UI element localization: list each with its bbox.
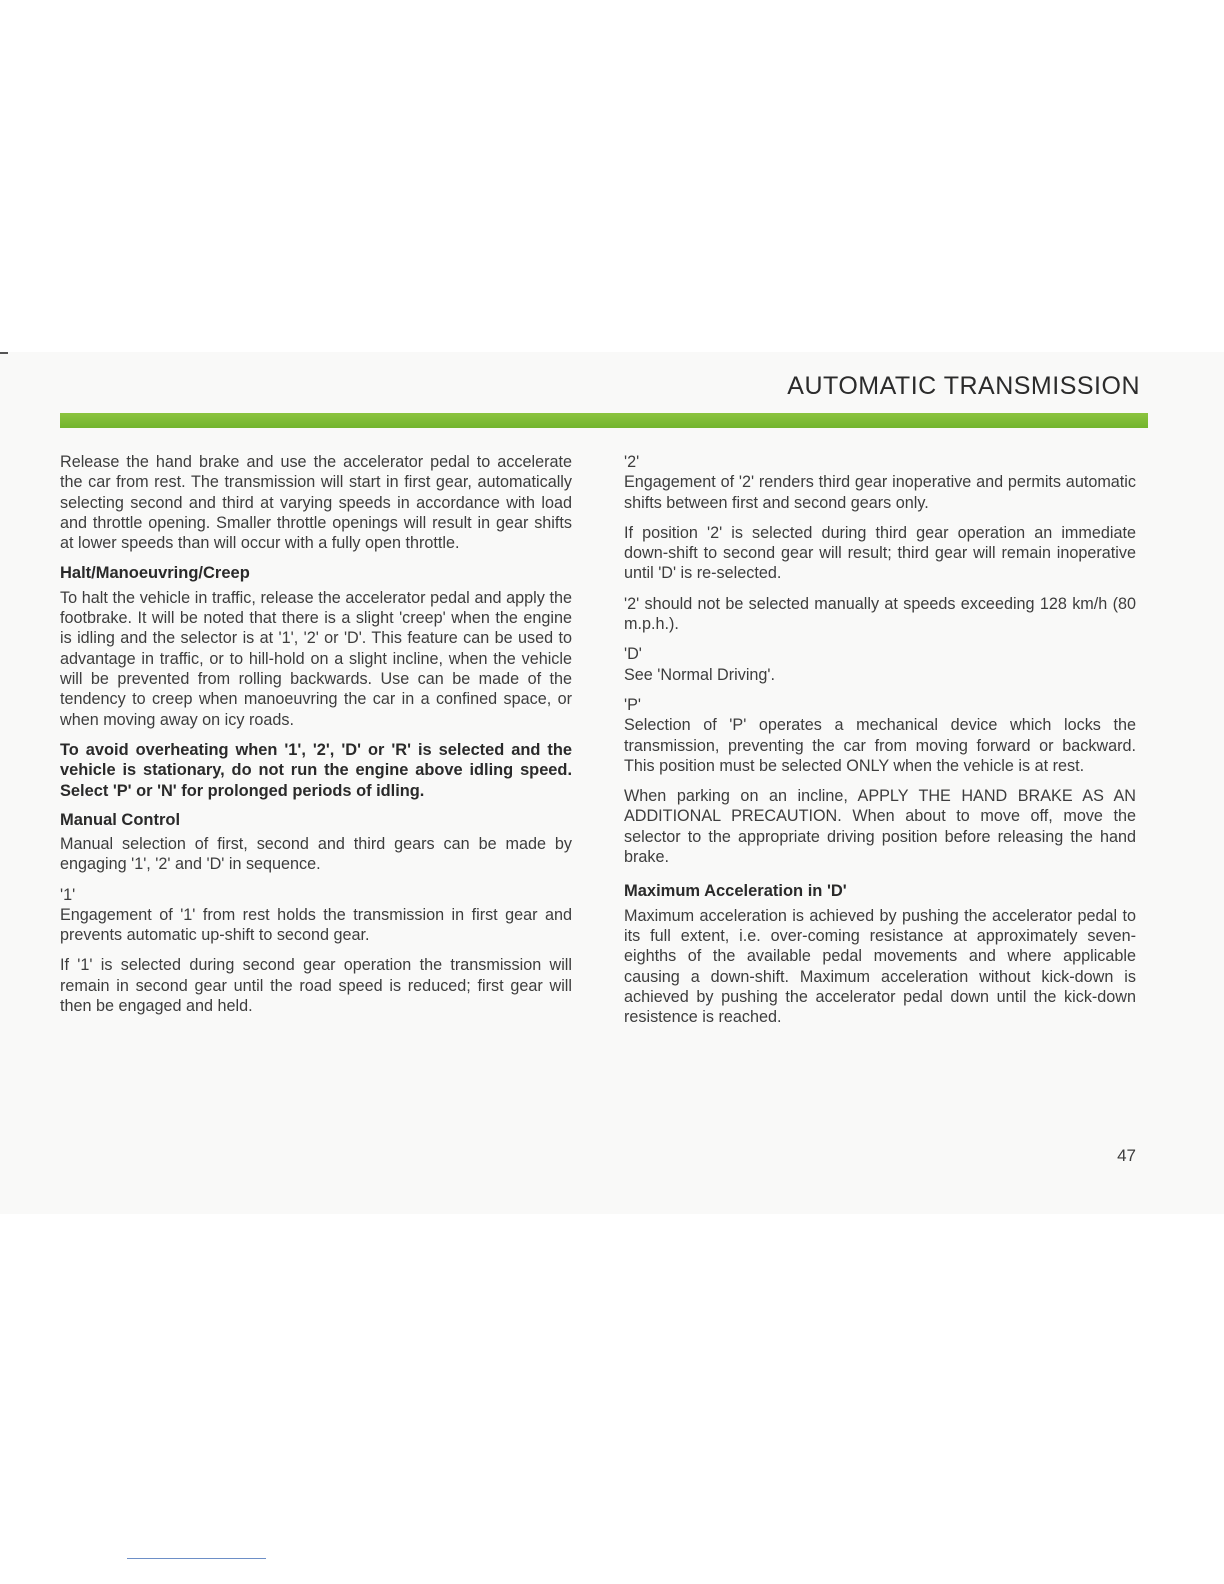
- overheating-warning: To avoid overheating when '1', '2', 'D' or 'R' is selected and the vehicle is stationary, do not run the engine above idling speed. Select 'P' or 'N' for prolonged periods of idling.: [60, 740, 572, 801]
- parking-incline-paragraph: When parking on an incline, APPLY THE HAND BRAKE AS AN ADDITIONAL PRECAUTION. When about to move off, move the selector to the appropriate driving position before releasing the hand brake.: [624, 787, 1136, 867]
- gear-d-paragraph: See 'Normal Driving'.: [624, 665, 776, 684]
- halt-paragraph: To halt the vehicle in traffic, release the accelerator pedal and apply the footbrake. It will be noted that there is a slight 'creep' when the engine is idling and the selector is at '1', '2' or 'D'. This feature can be used to advantage in traffic, or to hill-hold on a slight incline, when the vehicle will be prevented from rolling backwards. Use can be made of the tendency to creep when manoeuvring the car in a confined space, or when moving away on icy roads.: [60, 588, 572, 729]
- footer-rule: [127, 1558, 266, 1559]
- page-edge-mark: [0, 352, 8, 354]
- manual-control-heading: Manual Control: [60, 810, 181, 829]
- gear-p-paragraph: Selection of 'P' operates a mechanical device which locks the transmission, preventing the car from moving forward or backward. This position must be selected ONLY when the vehicle is at rest.: [624, 716, 1136, 775]
- gear-1-paragraph: Engagement of '1' from rest holds the transmission in first gear and prevents automatic up-shift to second gear.: [60, 905, 572, 945]
- halt-heading: Halt/Manoeuvring/Creep: [60, 564, 250, 583]
- page-number: 47: [1117, 1146, 1136, 1165]
- gear-2-label: '2': [624, 453, 640, 471]
- gear-1-second-paragraph: If '1' is selected during second gear operation the transmission will remain in second gear until the road speed is reduced; first gear will then be engaged and held.: [60, 956, 572, 1016]
- intro-paragraph: Release the hand brake and use the accelerator pedal to accelerate the car from rest. The transmission will start in first gear, automatically selecting second and third at varying speeds in accordance with load and throttle opening. Smaller throttle openings will result in gear shifts at lower speeds than will occur with a fully open throttle.: [60, 453, 572, 553]
- right-column: [624, 452, 1136, 1037]
- gear-2-paragraph: Engagement of '2' renders third gear inoperative and permits automatic shifts between first and second gears only.: [624, 473, 1136, 512]
- section-divider-bar: [60, 413, 1148, 428]
- left-column: [60, 452, 572, 1026]
- gear-p-label: 'P': [624, 695, 641, 714]
- max-acceleration-heading: Maximum Acceleration in 'D': [624, 882, 847, 901]
- max-acceleration-paragraph: Maximum acceleration is achieved by pushing the accelerator pedal to its full extent, i.e. over-coming resistance at approximately seven-eighths of the available pedal movements and where applicable causing a down-shift. Maximum acceleration without kick-down is achieved by pushing the accelerator pedal down until the kick-down resistence is reached.: [624, 906, 1136, 1027]
- gear-2-second-paragraph: If position '2' is selected during third gear operation an immediate down-shift to second gear will result; third gear will remain inoperative until 'D' is re-selected.: [624, 523, 1136, 583]
- gear-1-label: '1': [60, 885, 76, 904]
- manual-control-paragraph: Manual selection of first, second and third gears can be made by engaging '1', '2' and 'D' in sequence.: [60, 834, 572, 874]
- gear-2-speed-paragraph: '2' should not be selected manually at speeds exceeding 128 km/h (80 m.p.h.).: [624, 594, 1136, 634]
- section-title: AUTOMATIC TRANSMISSION: [787, 372, 1140, 400]
- gear-d-label: 'D': [624, 645, 642, 664]
